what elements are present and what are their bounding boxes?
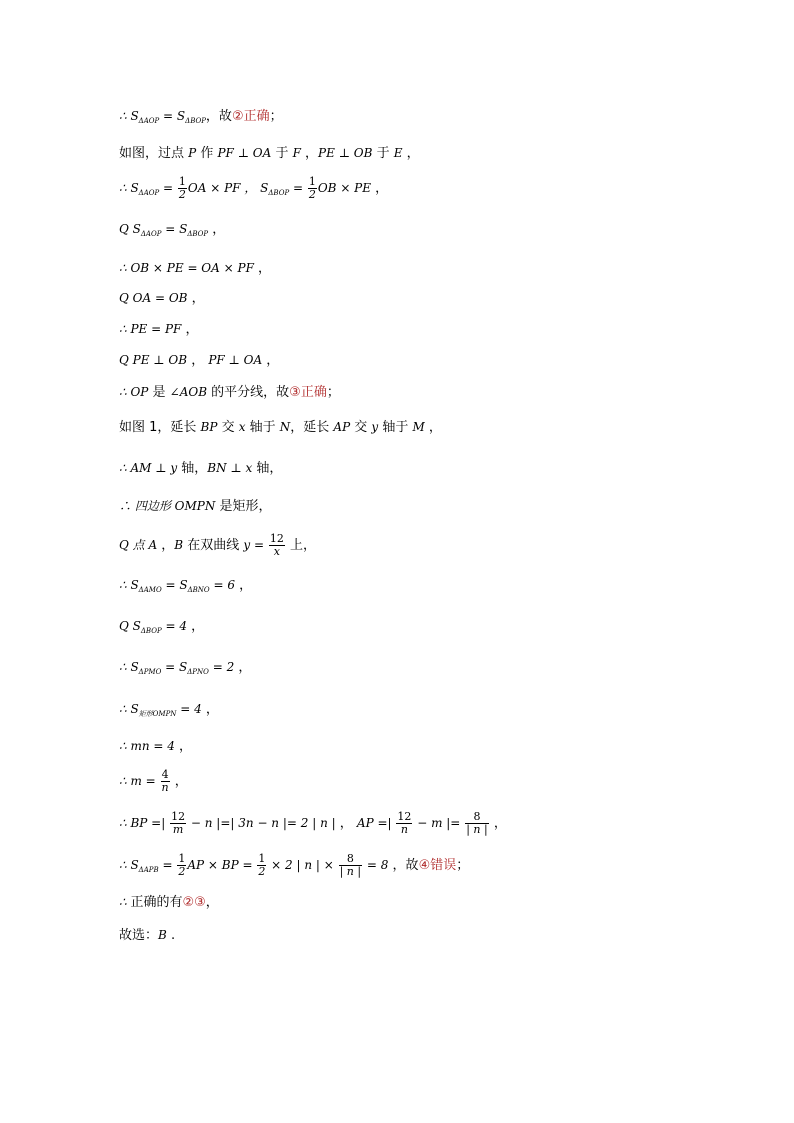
fraction: $\frac{1}{2}$ <box>178 175 186 201</box>
line-1: ∴ $S_{\Delta AOP} = S_{\Delta BOP}$，故②正确； <box>119 109 283 125</box>
line-11: ∴ AM ⊥ y 轴，BN ⊥ x 轴， <box>119 461 283 476</box>
fraction: $\frac{8}{| n |}$ <box>339 852 362 878</box>
line-17: ∴ $S_{矩形OMPN} = 4$ ， <box>119 702 219 718</box>
line-23: 故选：B . <box>119 928 176 943</box>
line-8: Q PE ⊥ OB ， PF ⊥ OA ， <box>119 353 280 368</box>
line-10: 如图 1，延长 BP 交 x 轴于 N，延长 AP 交 y 轴于 M ， <box>119 420 442 435</box>
fraction: $\frac{12}{m}$ <box>171 810 186 836</box>
line-15: Q $S_{\Delta BOP} = 4$ ， <box>119 619 205 635</box>
line-19: ∴ m = $\frac{4}{n}$ ， <box>119 768 188 794</box>
fraction: $\frac{1}{2}$ <box>258 852 266 878</box>
fraction: $\frac{1}{2}$ <box>308 175 316 201</box>
line-5: ∴ OB × PE = OA × PF ， <box>119 261 272 276</box>
line-6: Q OA = OB ， <box>119 291 205 306</box>
line-13: Q 点 A ，B 在双曲线 y = $\frac{12}{x}$ 上， <box>119 532 316 558</box>
fraction: $\frac{12}{n}$ <box>397 810 412 836</box>
line-18: ∴ mn = 4 ， <box>119 739 193 754</box>
line-7: ∴ PE = PF ， <box>119 322 199 337</box>
line-2: 如图，过点 P 作 PF ⊥ OA 于 F ，PE ⊥ OB 于 E ， <box>119 146 420 161</box>
line-12: ∴ 四边形 OMPN 是矩形， <box>119 499 272 514</box>
line-21: ∴ $S_{\Delta APB}$ = $\frac{1}{2}$ AP × BP = $\frac{1}{2}$ × 2 | n | × $\frac{8}{| n |}$ = 8 ，故④错误； <box>119 852 470 878</box>
fraction: $\frac{12}{x}$ <box>269 532 284 558</box>
fraction: $\frac{8}{| n |}$ <box>466 810 488 836</box>
line-20: ∴ BP =| $\frac{12}{m}$ − n |=| 3n − n |= 2 | n | ， AP =| $\frac{12}{n}$ − m |= $\frac{8}{| n |}$ ， <box>119 810 507 836</box>
line-3: ∴ $S_{\Delta AOP}$ = $\frac{1}{2}$ OA × PF ， $S_{\Delta BOP}$ = $\frac{1}{2}$ OB × PE ， <box>119 175 389 201</box>
fraction: $\frac{1}{2}$ <box>178 852 186 878</box>
fraction: $\frac{4}{n}$ <box>161 768 169 794</box>
line-9: ∴ OP 是 ∠AOB 的平分线，故③正确； <box>119 385 340 400</box>
line-4: Q $S_{\Delta AOP} = S_{\Delta BOP}$ ， <box>119 222 226 238</box>
line-16: ∴ $S_{\Delta PMO} = S_{\Delta PNO} = 2$ ， <box>119 660 252 676</box>
line-14: ∴ $S_{\Delta AMO} = S_{\Delta BNO} = 6$ ， <box>119 578 253 594</box>
line-22: ∴ 正确的有②③， <box>119 895 219 910</box>
